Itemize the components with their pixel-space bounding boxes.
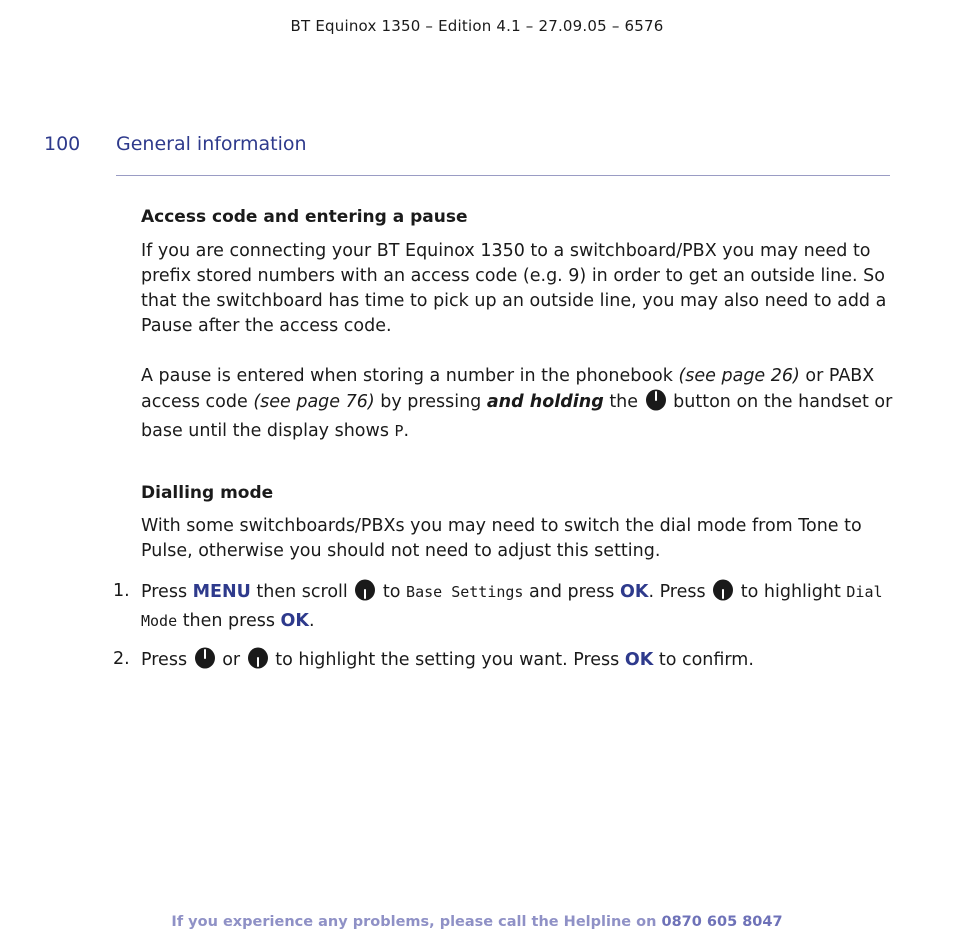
text: to confirm. (653, 650, 754, 670)
dialling-mode-heading: Dialling mode (141, 483, 274, 503)
text: Press (141, 650, 193, 670)
header-rule (116, 175, 890, 176)
content (141, 207, 893, 564)
text: button on the handset or base until the display shows (141, 392, 893, 441)
page-reference: (see page 76) (253, 392, 375, 412)
text: and press (523, 582, 620, 602)
text: A pause is entered when storing a number in the phonebook (141, 366, 679, 386)
access-code-heading: Access code and entering a pause (141, 207, 468, 227)
text: to (377, 582, 407, 602)
ok-key-label: OK (280, 611, 309, 631)
scroll-up-key-icon (194, 647, 216, 677)
text: to highlight the setting you want. Press (269, 650, 625, 670)
text: then press (177, 611, 281, 631)
running-head: BT Equinox 1350 – Edition 4.1 – 27.09.05 – 6576 (290, 17, 664, 35)
footer-helpline (0, 914, 954, 930)
text: then scroll (250, 582, 354, 602)
text: to highlight (735, 582, 847, 602)
step-number: 2. (113, 649, 130, 669)
footer-text: If you experience any problems, please call the Helpline on (171, 914, 662, 930)
text: by pressing (374, 392, 487, 412)
helpline-number: 0870 605 8047 (661, 914, 783, 930)
ok-key-label: OK (620, 582, 649, 602)
text: or (216, 650, 246, 670)
scroll-down-key-icon (247, 647, 269, 677)
text: . Press (648, 582, 712, 602)
page-reference: (see page 26) (678, 366, 800, 386)
section-title: General information (116, 133, 307, 155)
scroll-up-key-icon (645, 389, 667, 419)
access-paragraph-2 (141, 364, 893, 444)
steps-list (113, 579, 893, 677)
scroll-down-key-icon (712, 579, 734, 609)
menu-key-label: MENU (192, 582, 251, 602)
page-number: 100 (44, 133, 81, 155)
scroll-down-key-icon (354, 579, 376, 609)
text: the (603, 392, 644, 412)
access-paragraph-1: If you are connecting your BT Equinox 1350 to a switchboard/PBX you may need to prefix stored numbers with an access code (e.g. 9) in order to get an outside line. So that the switchboard has time to pick up an outside line, you may also need to add a Pause after the access code. (141, 241, 887, 336)
text: . (403, 421, 410, 441)
dialling-paragraph: With some switchboards/PBXs you may need to switch the dial mode from Tone to Pulse, otherwise you should not need to adjust this setting. (141, 516, 862, 561)
step-2 (113, 647, 893, 677)
display-text: Base Settings (406, 583, 524, 601)
text: or PABX access code (141, 366, 875, 412)
display-text: P (394, 422, 404, 440)
step-number: 1. (113, 581, 130, 601)
emphasis: and holding (486, 392, 604, 412)
text: Press (141, 582, 193, 602)
step-1 (113, 579, 893, 634)
text: . (308, 611, 315, 631)
ok-key-label: OK (624, 650, 654, 670)
display-text: Dial Mode (141, 583, 883, 630)
